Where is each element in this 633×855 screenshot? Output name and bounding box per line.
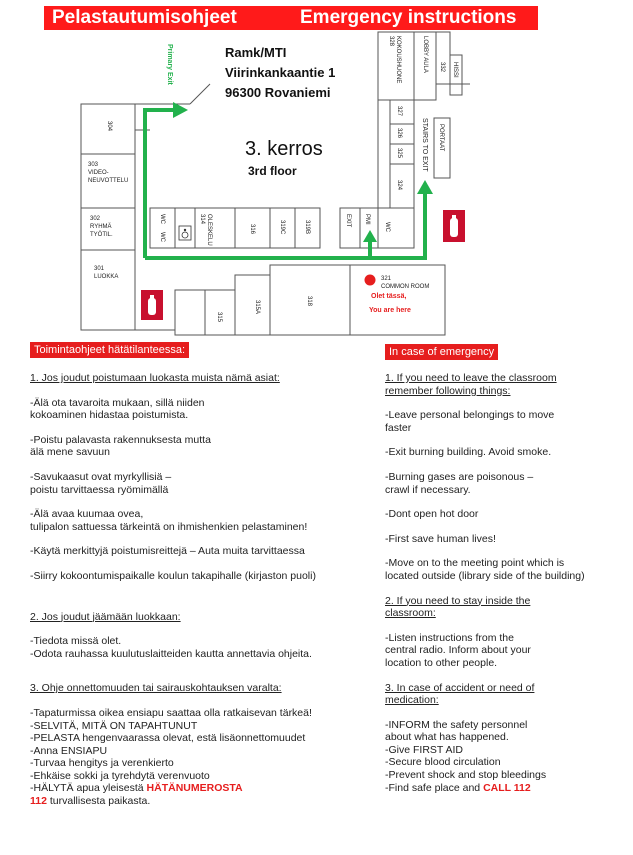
label-wc3: WC (384, 222, 390, 232)
label-kokous: KOKOUSHUONE (395, 36, 401, 84)
label-315: 315 (216, 312, 222, 323)
en-s2-heading-2: classroom: (385, 607, 436, 620)
label-316: 316 (249, 224, 255, 235)
label-303b: VIDEO- (88, 170, 109, 176)
fi-s1-item: -Älä ota tavaroita mukaan, sillä niiden (30, 396, 205, 409)
fi-s1-item: -Poistu palavasta rakennuksesta mutta (30, 433, 211, 446)
label-332: 332 (439, 62, 445, 73)
en-s3-call-line: -Find safe place and CALL 112 (385, 781, 531, 794)
fire-extinguisher-icon (141, 290, 163, 320)
fi-s1-item: -Käytä merkittyjä poistumisreittejä – Auta muita tarvittaessa (30, 545, 305, 558)
en-s1-item: -Burning gases are poisonous – (385, 470, 534, 483)
room-wc-right (378, 208, 414, 248)
en-s1-item: -Exit burning building. Avoid smoke. (385, 446, 552, 459)
call-112-en: CALL 112 (483, 781, 531, 794)
label-304: 304 (106, 121, 112, 132)
en-s1-heading: 1. If you need to leave the classroom (385, 372, 557, 384)
en-s2-heading: 2. If you need to stay inside the (385, 594, 531, 607)
label-319b: 319B (304, 220, 310, 235)
you-are-here-en: You are here (369, 307, 411, 314)
emergency-number-fi: HÄTÄNUMEROSTA (146, 782, 243, 795)
fi-s3-item: -Tapaturmissa oikea ensiapu saattaa olla ratkaisevan tärkeä! (30, 706, 312, 719)
fi-s1-item: -Älä avaa kuumaa ovea, (30, 508, 144, 521)
room-321 (350, 265, 445, 335)
room-blank (175, 290, 205, 335)
label-wc1: WC (159, 214, 165, 224)
label-301: 301 (94, 266, 105, 272)
label-324: 324 (396, 180, 402, 191)
fi-s1-heading: 1. Jos joudut poistumaan luokasta muista nämä asiat: (30, 372, 280, 384)
en-s3-item: -INFORM the safety personnel (385, 718, 528, 731)
stairs-to-exit-label: STAIRS TO EXIT (421, 118, 428, 172)
en-s2-item: location to other people. (385, 656, 498, 669)
fi-s1-item: älä mene savuun (30, 446, 110, 459)
label-314b: OLESKELU (206, 214, 212, 246)
floor-plan (0, 30, 633, 340)
en-s1-heading-2: remember following things: (385, 384, 511, 397)
label-326: 326 (396, 128, 402, 139)
address-line-2: Viirinkankaantie 1 (225, 65, 336, 80)
label-325: 325 (396, 148, 402, 159)
address-line-1: Ramk/MTI (225, 45, 287, 60)
label-wc2: WC (159, 232, 165, 242)
en-s1-item: crawl if necessary. (385, 483, 471, 496)
fi-s3-alarm-line-2: 112 turvallisesta paikasta. (30, 795, 151, 808)
fi-s3-item: -SELVITÄ, MITÄ ON TAPAHTUNUT (30, 719, 198, 732)
en-s1-item: -Dont open hot door (385, 508, 479, 521)
label-302: 302 (90, 216, 101, 222)
en-s2-item: -Listen instructions from the (385, 631, 514, 644)
primary-exit-label: Primary Exit (166, 44, 173, 85)
en-s3-heading-2: medication: (385, 694, 439, 707)
label-303c: NEUVOTTELU (88, 178, 129, 184)
en-s1-item: faster (385, 421, 412, 434)
room-301 (81, 250, 135, 330)
en-s1-item: -Leave personal belongings to move (385, 409, 555, 422)
en-instructions (385, 372, 630, 794)
en-section-title: In case of emergency (385, 344, 498, 360)
label-pmi: PMI (364, 214, 370, 225)
floor-en: 3rd floor (248, 164, 297, 178)
you-are-here-marker-icon (365, 275, 376, 286)
fi-s1-item: -Savukaasut ovat myrkyllisiä – (30, 470, 172, 483)
page-header (44, 6, 538, 30)
fi-s3-item: -Turvaa hengitys ja verenkierto (30, 757, 174, 770)
floor-fi: 3. kerros (245, 138, 323, 160)
label-318: 318 (306, 296, 312, 307)
en-s1-item: located outside (library side of the building) (385, 569, 585, 582)
label-303: 303 (88, 162, 99, 168)
right-corridor (378, 100, 414, 208)
fi-s3-item: -PELASTA hengenvaarassa olevat, estä lisäonnettomuudet (30, 732, 306, 745)
label-327: 327 (396, 106, 402, 117)
fi-s1-item: -Siirry kokoontumispaikalle koulun takapihalle (kirjaston puoli) (30, 569, 316, 582)
fire-extinguisher-icon (443, 210, 465, 242)
fi-s2-item: -Tiedota missä olet. (30, 635, 122, 648)
fi-s2-heading: 2. Jos joudut jäämään luokkaan: (30, 610, 181, 623)
label-328: 328 (388, 36, 394, 47)
label-302c: TYÖTIL. (90, 232, 113, 238)
label-319c: 319C (279, 220, 285, 235)
en-s3-item: -Prevent shock and stop bleedings (385, 769, 547, 782)
you-are-here-fi: Olet tässä, (371, 293, 407, 300)
fi-s1-item: kokoaminen hidastaa poistumista. (30, 409, 189, 422)
room-315a (235, 275, 270, 335)
fi-instructions (30, 372, 375, 808)
label-lobby: LOBBY AULA (422, 36, 428, 73)
number-112-fi: 112 (30, 795, 47, 808)
en-s3-item: -Give FIRST AID (385, 743, 463, 756)
fi-s1-item: poistu tarvittaessa ryömimällä (30, 483, 169, 496)
address-line-3: 96300 Rovaniemi (225, 85, 331, 100)
label-321b: COMMON ROOM (381, 284, 430, 290)
fi-s1-item: tulipalon sattuessa tärkeintä on ihmishenkien pelastaminen! (30, 520, 308, 533)
en-s1-item: -Move on to the meeting point which is (385, 557, 565, 570)
label-302b: RYHMÄ (90, 224, 112, 230)
fi-s3-item: -Ehkäise sokki ja tyrehdytä verenvuoto (30, 769, 210, 782)
label-321: 321 (381, 276, 392, 282)
label-301b: LUOKKA (94, 274, 119, 280)
en-s3-item: -Secure blood circulation (385, 756, 501, 769)
room-332 (436, 32, 450, 84)
title-en: Emergency instructions (300, 7, 517, 28)
fi-s3-heading: 3. Ohje onnettomuuden tai sairauskohtauksen varalta: (30, 682, 282, 695)
label-exit: EXIT (345, 214, 351, 228)
fi-section-title: Toimintaohjeet hätätilanteessa: (30, 342, 189, 358)
en-s3-heading: 3. In case of accident or need of (385, 681, 535, 694)
wheelchair-icon (179, 226, 191, 240)
en-s3-item: about what has happened. (385, 731, 509, 744)
fi-s3-item: -Anna ENSIAPU (30, 744, 108, 757)
label-hissi: HISSI (452, 62, 458, 78)
label-portaat: PORTAAT (438, 124, 444, 152)
label-315a: 315A (254, 300, 260, 315)
fi-s3-alarm-line: -HÄLYTÄ apua yleisestä HÄTÄNUMEROSTA (30, 782, 243, 795)
en-s2-item: central radio. Inform about your (385, 644, 531, 657)
label-314: 314 (199, 214, 205, 225)
fi-s2-item: -Odota rauhassa kuulutuslaitteiden kautta annettavia ohjeita. (30, 647, 312, 660)
en-s1-item: -First save human lives! (385, 532, 496, 545)
title-fi: Pelastautumisohjeet (52, 7, 237, 28)
